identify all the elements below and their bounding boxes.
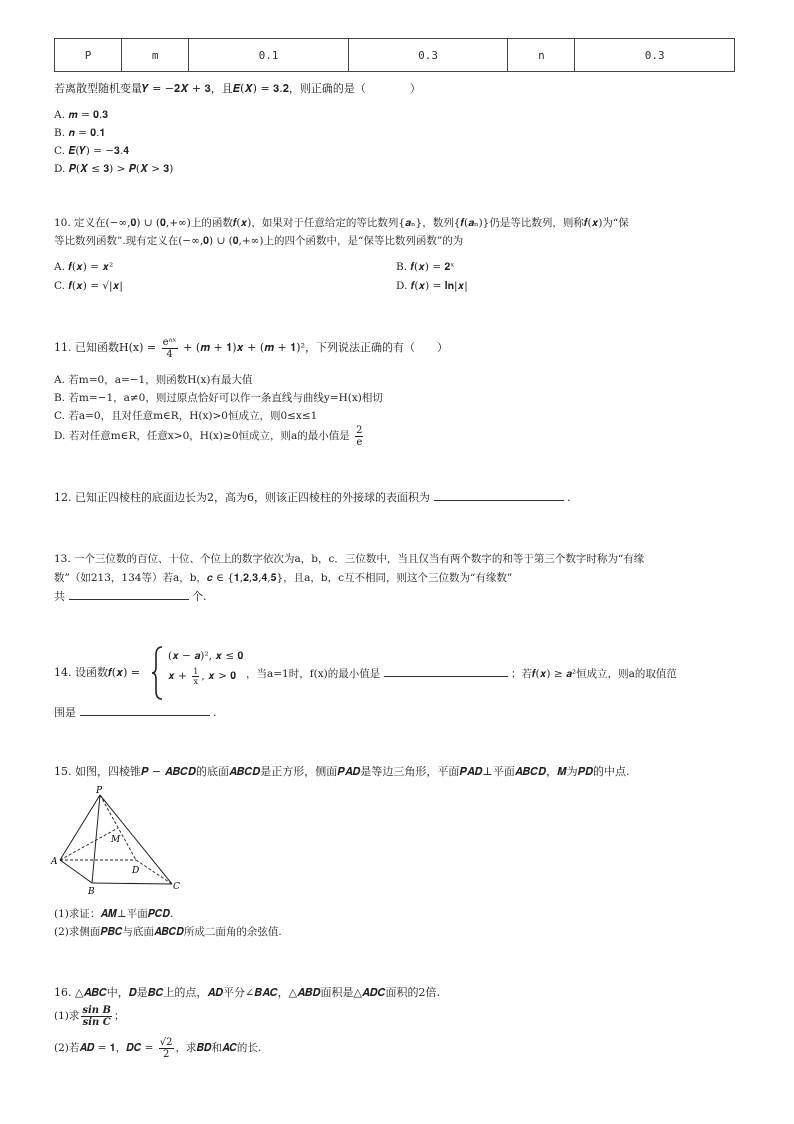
q16-sub1-prefix: (1)求 xyxy=(54,1010,80,1022)
label-b: B xyxy=(88,887,95,897)
q14-mid-text: ，当a=1时，f(x)的最小值是 xyxy=(246,668,381,680)
q14-mid2-text: ；若𝒇(𝒙) ≥ 𝒂²恒成立，则a的取值范 xyxy=(510,668,677,680)
q11-optd-den: e xyxy=(356,436,363,448)
q11-option-d-text: D. 若对任意m∈R，任意x>0，H(x)≥0恒成立，则a的最小值是 xyxy=(54,430,354,442)
q11-option-a: A. 若m=0，a=−1，则函数H(x)有最大值 xyxy=(54,374,253,386)
q11-option-c: C. 若a=0，且对任意m∈R，H(x)>0恒成立，则0≤x≤1 xyxy=(54,410,318,422)
q14-line2-end: . xyxy=(213,706,217,719)
q11-option-b: B. 若m=−1，a≠0，则过原点恰好可以作一条直线与曲线y=H(x)相切 xyxy=(54,392,383,404)
q11-frac-num: eᵃˣ xyxy=(162,336,177,348)
q14-line2 xyxy=(54,705,217,720)
q11-option-d xyxy=(54,423,365,449)
q11-option-d-fraction xyxy=(355,425,363,448)
table-cell: m xyxy=(122,39,189,72)
q10-stem-line2: 等比数列函数”.现有定义在(−∞,𝟎) ∪ (𝟎,+∞)上的四个函数中，是“保等比数列函数”的为 xyxy=(54,235,464,247)
q12-answer-blank[interactable] xyxy=(434,490,564,501)
q14-case2 xyxy=(168,665,236,687)
q10-option-d: D. 𝒇(𝒙) = 𝐥𝐧|𝒙| xyxy=(396,280,468,292)
q10-stem-line1: 10. 定义在(−∞,𝟎) ∪ (𝟎,+∞)上的函数𝒇(𝒙)，如果对于任意给定的等比数列{𝒂ₙ}，数列{𝒇(𝒂ₙ)}仍是等比数列，则称𝒇(𝒙)为“保 xyxy=(54,217,629,229)
table-cell: n xyxy=(508,39,575,72)
label-a: A xyxy=(51,857,58,867)
q14-brace xyxy=(150,645,164,701)
label-p: P xyxy=(96,786,103,796)
q11-frac-den: 4 xyxy=(166,348,173,360)
q16-sub2 xyxy=(54,1034,261,1062)
q16-sub2-prefix: (2)若𝑨𝑫 = 𝟏，𝑫𝑪 = xyxy=(54,1042,157,1054)
q9-stem: 若离散型随机变量𝒀 = −𝟐𝑿 + 𝟑，且𝑬(𝑿) = 𝟑.𝟐，则正确的是（ ） xyxy=(54,82,421,95)
q14-middle xyxy=(246,666,677,681)
q16-sub2-suffix: ，求𝑩𝑫和𝑨𝑪的长. xyxy=(175,1042,262,1054)
q13-stem-line1: 13. 一个三位数的百位、十位、个位上的数字依次为a，b，c．三位数中，当且仅当有两个数字的和等于第三个数字时称为“有缘 xyxy=(54,553,645,565)
label-c: C xyxy=(173,882,180,892)
q11-optd-num: 2 xyxy=(356,424,363,436)
table-row xyxy=(55,39,735,72)
q16-stem: 16. △𝑨𝑩𝑪中，𝑫是𝑩𝑪上的点，𝑨𝑫平分∠𝑩𝑨𝑪，△𝑨𝑩𝑫面积是△𝑨𝑫𝑪面积的2倍. xyxy=(54,986,440,999)
q11-prefix: 11. 已知函数H(x) = xyxy=(54,341,160,354)
q10-option-a: A. 𝒇(𝒙) = 𝒙² xyxy=(54,261,114,273)
q16-sub1-den: sin C xyxy=(82,1016,111,1028)
q14-case2-a: 𝒙 + xyxy=(168,670,191,682)
table-cell: 0.3 xyxy=(348,39,508,72)
q14-case2-b: , 𝒙 > 𝟎 xyxy=(201,670,237,682)
q12-stem xyxy=(54,490,571,505)
q14-case2-fraction xyxy=(192,667,199,686)
q13-line3-end: 个. xyxy=(192,590,207,603)
q16-sub1 xyxy=(54,1002,125,1030)
q14-case2-den: x xyxy=(193,676,199,686)
q13-answer-blank[interactable] xyxy=(69,589,189,600)
q14-answer-blank-2[interactable] xyxy=(80,705,210,716)
q16-sub1-suffix: ； xyxy=(114,1010,125,1022)
q14-prefix: 14. 设函数𝒇(𝒙) = xyxy=(54,666,141,679)
q9-option-c: C. 𝑬(𝒀) = −𝟑.𝟒 xyxy=(54,145,130,157)
q14-answer-blank-1[interactable] xyxy=(384,666,508,677)
q15-sub1: (1)求证：𝑨𝑴⊥平面𝑷𝑪𝑫. xyxy=(54,908,174,920)
q12-end: . xyxy=(567,491,571,504)
q16-sub2-fraction xyxy=(159,1037,174,1060)
q9-option-b: B. 𝒏 = 𝟎.𝟏 xyxy=(54,127,106,139)
q14-line2-start: 围是 xyxy=(54,706,76,719)
q10-option-b: B. 𝒇(𝒙) = 𝟐ˣ xyxy=(396,261,455,273)
table-cell: P xyxy=(55,39,122,72)
q16-sub2-num: √2 xyxy=(159,1036,173,1048)
distribution-table xyxy=(54,38,735,72)
q15-sub2: (2)求侧面𝑷𝑩𝑪与底面𝑨𝑩𝑪𝑫所成二面角的余弦值. xyxy=(54,926,282,938)
q16-sub1-num: sin B xyxy=(82,1004,112,1016)
pyramid-figure xyxy=(50,783,190,898)
q14-case2-num: 1 xyxy=(193,666,199,676)
label-d: D xyxy=(132,866,140,876)
q11-stem xyxy=(54,336,448,360)
label-m: M xyxy=(111,835,121,845)
q11-fraction xyxy=(162,337,178,360)
q13-line3-start: 共 xyxy=(54,590,65,603)
q11-suffix: + (𝒎 + 𝟏)𝒙 + (𝒎 + 𝟏)²，下列说法正确的有（ ） xyxy=(179,341,448,354)
q12-text: 12. 已知正四棱柱的底面边长为2，高为6，则该正四棱柱的外接球的表面积为 xyxy=(54,491,430,504)
q15-stem: 15. 如图，四棱锥𝑷 − 𝑨𝑩𝑪𝑫的底面𝑨𝑩𝑪𝑫是正方形，侧面𝑷𝑨𝑫是等边三角形，平面𝑷𝑨𝑫⊥平面𝑨𝑩𝑪𝑫，𝑴为𝑷𝑫的中点. xyxy=(54,765,630,778)
q10-option-c: C. 𝒇(𝒙) = √|𝒙| xyxy=(54,280,123,292)
table-cell: 0.1 xyxy=(189,39,349,72)
q9-option-d: D. 𝑷(𝑿 ≤ 𝟑) > 𝑷(𝑿 > 𝟑) xyxy=(54,163,174,175)
q13-stem-line3 xyxy=(54,589,207,604)
q13-stem-line2: 数”（如213，134等）若a，b，𝒄 ∈ {𝟏,𝟐,𝟑,𝟒,𝟓}，且a，b，c互不相同，则这个三位数为“有缘数” xyxy=(54,572,513,584)
table-cell: 0.3 xyxy=(575,39,735,72)
q14-case1: (𝒙 − 𝒂)², 𝒙 ≤ 𝟎 xyxy=(168,650,244,662)
q9-option-a: A. 𝒎 = 𝟎.𝟑 xyxy=(54,109,109,121)
q16-sub1-fraction xyxy=(81,1005,112,1028)
q16-sub2-den: 2 xyxy=(162,1048,170,1060)
